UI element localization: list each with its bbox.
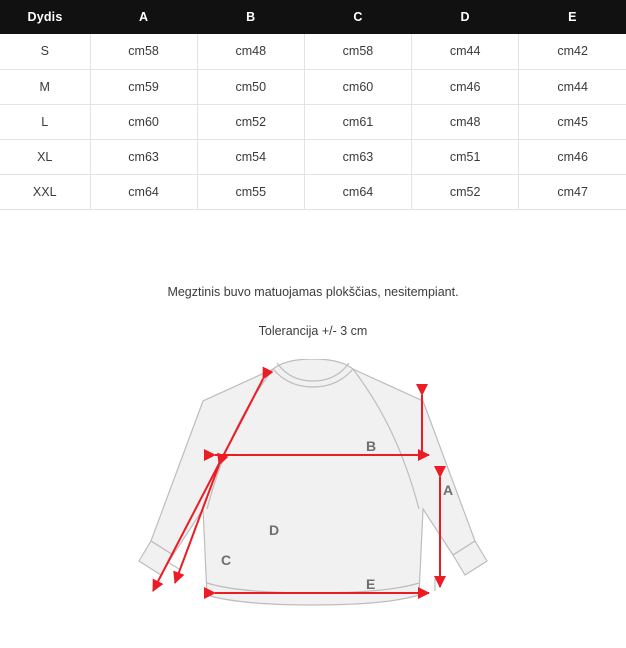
cell-c: cm58: [304, 34, 411, 69]
column-header-e: E: [519, 0, 626, 34]
cell-e: cm46: [519, 139, 626, 174]
note-tolerance: Tolerancija +/- 3 cm: [258, 324, 368, 338]
table-row: [0, 34, 626, 69]
table-row: [0, 174, 626, 209]
sweater-illustration: [123, 359, 503, 619]
cell-a: cm59: [90, 69, 197, 104]
size-table: [0, 0, 626, 210]
table-header: [0, 0, 626, 34]
cell-c: cm64: [304, 174, 411, 209]
cell-d: cm46: [412, 69, 519, 104]
cell-a: cm63: [90, 139, 197, 174]
row-size-label: M: [0, 69, 90, 104]
row-size-label: L: [0, 104, 90, 139]
column-header-size: Dydis: [0, 0, 90, 34]
cell-d: cm44: [412, 34, 519, 69]
row-size-label: S: [0, 34, 90, 69]
cell-d: cm52: [412, 174, 519, 209]
table-header-row: [0, 0, 626, 34]
cell-a: cm58: [90, 34, 197, 69]
cell-e: cm45: [519, 104, 626, 139]
label-e: E: [366, 575, 376, 592]
label-d: D: [269, 521, 280, 538]
table-row: [0, 139, 626, 174]
column-header-d: D: [412, 0, 519, 34]
label-c: C: [221, 551, 232, 568]
table-body: [0, 34, 626, 209]
cell-c: cm61: [304, 104, 411, 139]
cell-e: cm42: [519, 34, 626, 69]
cell-d: cm48: [412, 104, 519, 139]
garment-diagram: [0, 359, 626, 619]
table-row: [0, 104, 626, 139]
column-header-a: A: [90, 0, 197, 34]
cell-c: cm63: [304, 139, 411, 174]
column-header-b: B: [197, 0, 304, 34]
sweater-body-shape: [151, 359, 475, 605]
cell-d: cm51: [412, 139, 519, 174]
row-size-label: XXL: [0, 174, 90, 209]
cell-e: cm47: [519, 174, 626, 209]
row-size-label: XL: [0, 139, 90, 174]
cell-a: cm64: [90, 174, 197, 209]
table-row: [0, 69, 626, 104]
cell-b: cm55: [197, 174, 304, 209]
cell-e: cm44: [519, 69, 626, 104]
note-measuring-method: Megztinis buvo matuojamas plokščias, nesitempiant.: [167, 284, 459, 299]
cell-b: cm52: [197, 104, 304, 139]
column-header-c: C: [304, 0, 411, 34]
label-b: B: [366, 437, 377, 454]
cell-a: cm60: [90, 104, 197, 139]
measurement-notes: [0, 284, 626, 341]
label-a: A: [443, 481, 454, 498]
cell-b: cm50: [197, 69, 304, 104]
cell-c: cm60: [304, 69, 411, 104]
cell-b: cm54: [197, 139, 304, 174]
cell-b: cm48: [197, 34, 304, 69]
